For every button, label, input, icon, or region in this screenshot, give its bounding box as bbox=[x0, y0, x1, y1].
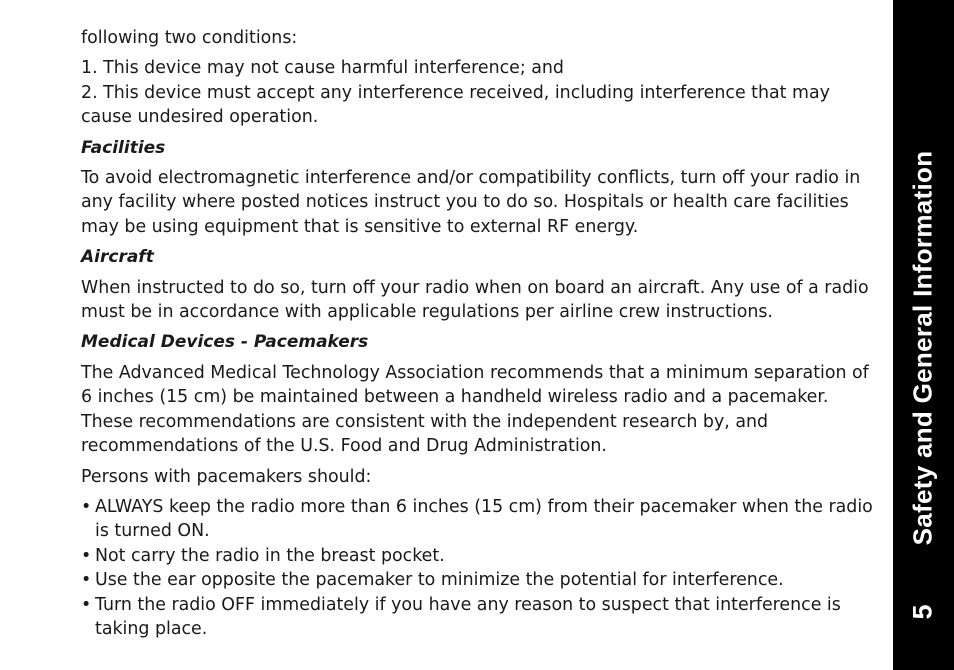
list-item: • Turn the radio OFF immediately if you have any reason to suspect that interference is taking place. bbox=[81, 593, 881, 642]
chapter-title: Safety and General Information bbox=[907, 150, 938, 546]
section-heading-facilities: Facilities bbox=[81, 137, 166, 158]
list-item: • Not carry the radio in the breast pocket. bbox=[81, 544, 881, 568]
page-content bbox=[81, 26, 881, 641]
chapter-sidebar bbox=[893, 0, 954, 670]
pacemaker-intro: Persons with pacemakers should: bbox=[81, 466, 372, 487]
section-heading-aircraft: Aircraft bbox=[81, 247, 154, 268]
pacemaker-guidelines-list bbox=[81, 495, 881, 641]
intro-text: following two conditions: bbox=[81, 28, 298, 48]
section-text-aircraft: When instructed to do so, turn off your radio when on board an aircraft. Any use of a radio must be in accordance with applicable regulations per airline crew instructions. bbox=[81, 277, 869, 323]
condition-2: 2. This device must accept any interference received, including interference that may cause undesired operation. bbox=[81, 82, 830, 128]
condition-1: 1. This device may not cause harmful interference; and bbox=[81, 58, 564, 79]
list-item: • Use the ear opposite the pacemaker to minimize the potential for interference. bbox=[81, 568, 881, 592]
section-heading-pacemakers: Medical Devices - Pacemakers bbox=[81, 332, 369, 353]
section-text-pacemakers: The Advanced Medical Technology Association recommends that a minimum separation of 6 inches (15 cm) be maintained between a handheld wireless radio and a pacemaker. These recommendations are consistent with the independent research by, and recommendations of the U.S. Food and Drug Administration. bbox=[81, 362, 869, 457]
list-item: • ALWAYS keep the radio more than 6 inches (15 cm) from their pacemaker when the radio is turned ON. bbox=[81, 495, 881, 544]
page-number: 5 bbox=[907, 604, 938, 620]
section-text-facilities: To avoid electromagnetic interference and/or compatibility conflicts, turn off your radio in any facility where posted notices instruct you to do so. Hospitals or health care facilities may be using equipment that is sensitive to external RF energy. bbox=[81, 168, 861, 237]
